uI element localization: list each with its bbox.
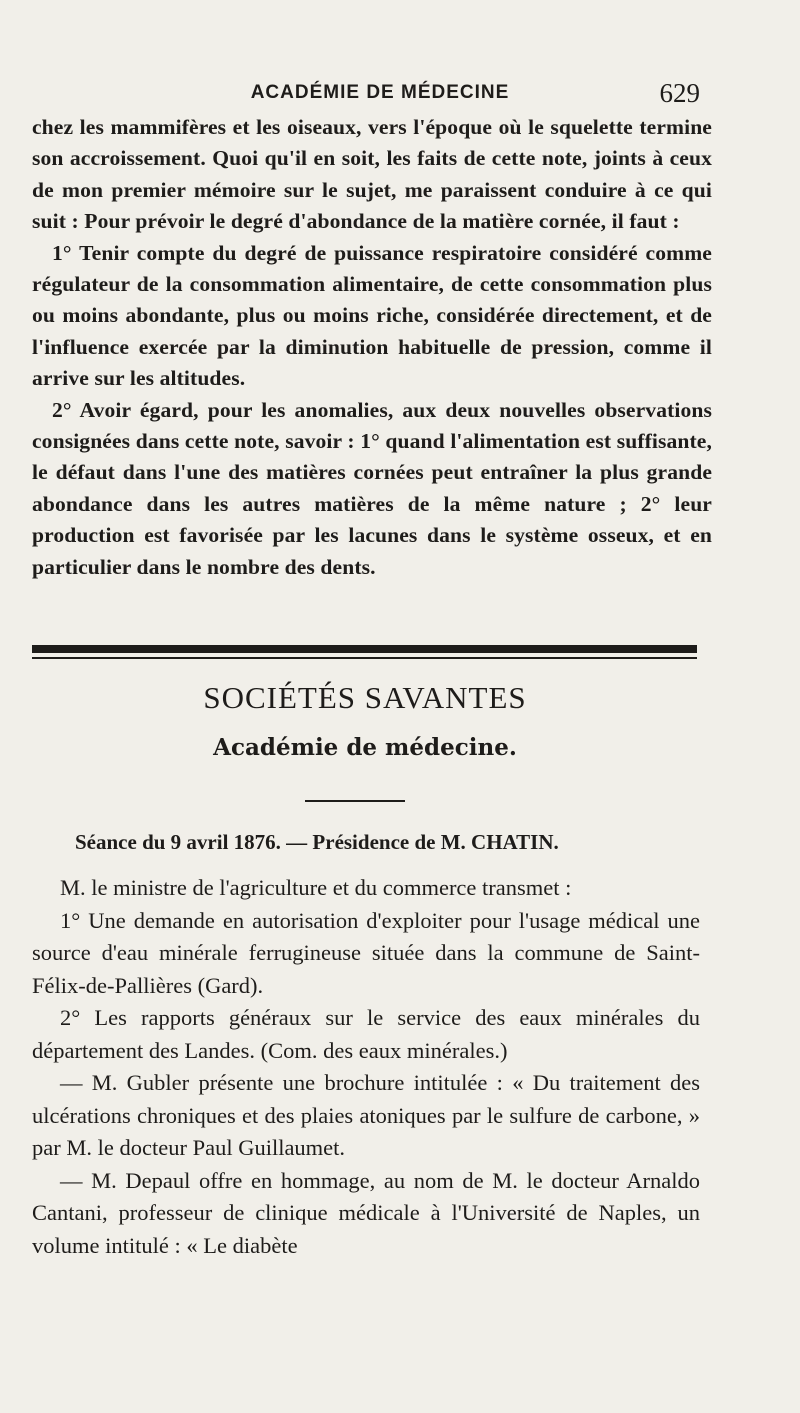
paragraph: 2° Les rapports généraux sur le service des eaux minérales du département des Landes. (Com. des eaux minérales.) xyxy=(32,1005,700,1063)
paragraph: 1° Une demande en autorisation d'exploiter pour l'usage médical une source d'eau minérale ferrugineuse située dans la commune de Saint-Félix-de-Pallières (Gard). xyxy=(32,907,700,998)
paragraph: — M. Gubler présente une brochure intitulée : « Du traitement des ulcérations chroniques et des plaies atoniques par le sulfure de carbone, » par M. le docteur Paul Guillaumet. xyxy=(32,1070,700,1160)
paragraph: M. le ministre de l'agriculture et du commerce transmet : xyxy=(60,875,572,900)
memoir-conclusion-text xyxy=(32,112,712,583)
session-proceedings-text xyxy=(32,872,700,1262)
paragraph: 2° Avoir égard, pour les anomalies, aux deux nouvelles observations consignées dans cette note, savoir : 1° quand l'alimentation est suffisante, le défaut dans l'une des matières cornées peut entraîner la plus grande abondance dans les autres matières de la même nature ; 2° leur production est favorisée par les lacunes dans le système osseux, et en particulier dans le nombre des dents. xyxy=(32,397,712,579)
session-line: Séance du 9 avril 1876. — Présidence de M. CHATIN. xyxy=(75,830,559,854)
paragraph: 1° Tenir compte du degré de puissance respiratoire considéré comme régulateur de la consommation alimentaire, de cette consommation plus ou moins abondante, plus ou moins riche, considérée directement, et de l'influence exercée par la diminution habituelle de pression, comme il arrive sur les altitudes. xyxy=(32,240,712,391)
page-number: 629 xyxy=(659,78,700,108)
short-divider xyxy=(305,800,405,802)
running-header xyxy=(60,76,700,110)
section-divider-thick xyxy=(32,645,697,653)
section-title: SOCIÉTÉS SAVANTES xyxy=(203,680,527,715)
paragraph: chez les mammifères et les oiseaux, vers l'époque où le squelette termine son accroissement. Quoi qu'il en soit, les faits de cette note, joints à ceux de mon premier mémoire sur le sujet, me paraissent conduire à ce qui suit : Pour prévoir le degré d'abondance de la matière cornée, il faut : xyxy=(32,115,712,234)
section-divider-thin xyxy=(32,657,697,659)
section-subtitle: Académie de médecine. xyxy=(213,734,517,761)
running-title: ACADÉMIE DE MÉDECINE xyxy=(250,82,510,103)
paragraph: — M. Depaul offre en hommage, au nom de M. le docteur Arnaldo Cantani, professeur de clinique médicale à l'Université de Naples, un volume intitulé : « Le diabète xyxy=(32,1167,700,1258)
